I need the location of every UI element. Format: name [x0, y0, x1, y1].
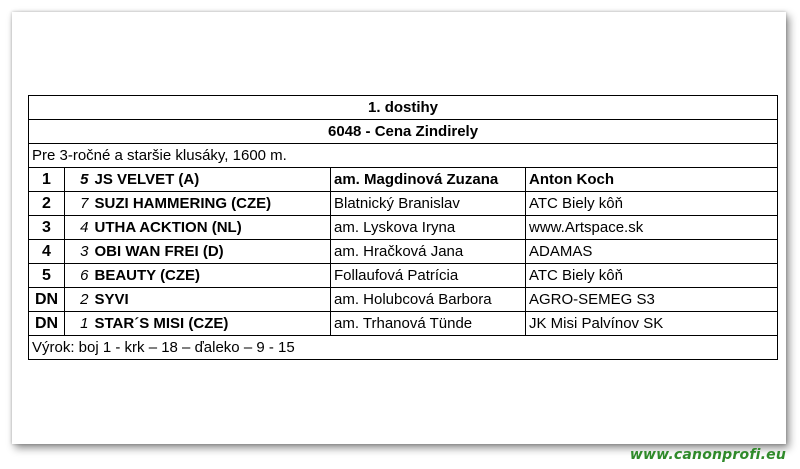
owner-cell: www.Artspace.sk — [526, 216, 778, 240]
race-verdict: Výrok: boj 1 - krk – 18 – ďaleko – 9 - 15 — [29, 336, 778, 360]
owner-cell: ATC Biely kôň — [526, 192, 778, 216]
driver-cell: am. Hračková Jana — [331, 240, 526, 264]
owner-cell: ATC Biely kôň — [526, 264, 778, 288]
place-cell: 4 — [29, 240, 65, 264]
start-number-cell: 4 — [65, 216, 92, 240]
place-cell: 1 — [29, 168, 65, 192]
table-row — [29, 216, 778, 240]
race-conditions: Pre 3-ročné a staršie klusáky, 1600 m. — [29, 144, 778, 168]
start-number-cell: 2 — [65, 288, 92, 312]
place-cell: 5 — [29, 264, 65, 288]
place-cell: DN — [29, 312, 65, 336]
place-cell: 2 — [29, 192, 65, 216]
owner-cell: JK Misi Palvínov SK — [526, 312, 778, 336]
table-row — [29, 240, 778, 264]
driver-cell: am. Lyskova Iryna — [331, 216, 526, 240]
horse-name-cell: BEAUTY (CZE) — [92, 264, 331, 288]
table-row — [29, 264, 778, 288]
driver-cell: am. Holubcová Barbora — [331, 288, 526, 312]
table-row — [29, 288, 778, 312]
race-name: 6048 - Cena Zindirely — [29, 120, 778, 144]
start-number-cell: 3 — [65, 240, 92, 264]
start-number-cell: 1 — [65, 312, 92, 336]
horse-name-cell: SUZI HAMMERING (CZE) — [92, 192, 331, 216]
place-cell: DN — [29, 288, 65, 312]
table-row — [29, 312, 778, 336]
place-cell: 3 — [29, 216, 65, 240]
race-results-table — [28, 95, 778, 360]
driver-cell: Blatnický Branislav — [331, 192, 526, 216]
table-row — [29, 192, 778, 216]
owner-cell: ADAMAS — [526, 240, 778, 264]
start-number-cell: 7 — [65, 192, 92, 216]
horse-name-cell: UTHA ACKTION (NL) — [92, 216, 331, 240]
table-row — [29, 168, 778, 192]
horse-name-cell: OBI WAN FREI (D) — [92, 240, 331, 264]
horse-name-cell: JS VELVET (A) — [92, 168, 331, 192]
horse-name-cell: SYVI — [92, 288, 331, 312]
horse-name-cell: STAR´S MISI (CZE) — [92, 312, 331, 336]
owner-cell: AGRO-SEMEG S3 — [526, 288, 778, 312]
driver-cell: am. Trhanová Tünde — [331, 312, 526, 336]
race-title: 1. dostihy — [29, 96, 778, 120]
start-number-cell: 6 — [65, 264, 92, 288]
start-number-cell: 5 — [65, 168, 92, 192]
results-sheet — [12, 12, 786, 444]
watermark: www.canonprofi.eu — [629, 447, 786, 463]
owner-cell: Anton Koch — [526, 168, 778, 192]
driver-cell: Follaufová Patrícia — [331, 264, 526, 288]
driver-cell: am. Magdinová Zuzana — [331, 168, 526, 192]
